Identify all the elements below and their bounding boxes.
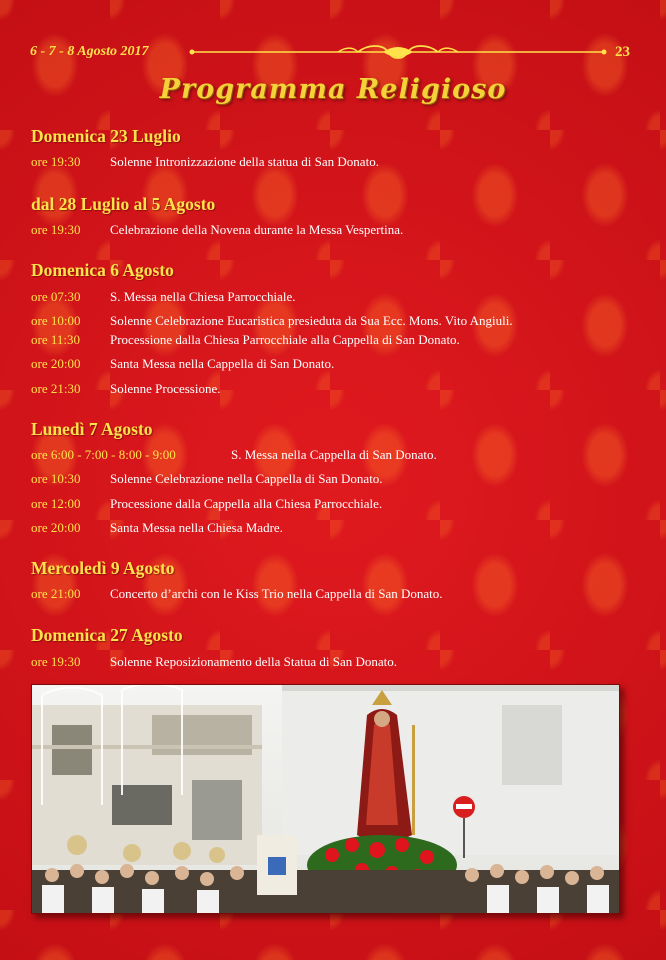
event-description: Solenne Celebrazione Eucaristica presieduta da Sua Ecc. Mons. Vito Angiuli.	[110, 313, 513, 328]
event-description: Processione dalla Cappella alla Chiesa Parrocchiale.	[110, 496, 383, 511]
event-description: Santa Messa nella Chiesa Madre.	[110, 520, 283, 535]
day-heading: Domenica 27 Agosto	[31, 625, 183, 645]
event-time: ore 6:00 - 7:00 - 8:00 - 9:00	[31, 447, 176, 462]
event-time: ore 20:00	[31, 520, 81, 535]
event-description: Processione dalla Chiesa Parrocchiale alla Cappella di San Donato.	[110, 332, 460, 347]
day-heading: Domenica 23 Luglio	[31, 126, 181, 146]
event-description: Concerto d’archi con le Kiss Trio nella Cappella di San Donato.	[110, 586, 443, 601]
header-row	[30, 44, 630, 64]
page-number: 23	[615, 44, 630, 60]
event-time: ore 20:00	[31, 356, 81, 371]
event-description: Solenne Intronizzazione della statua di San Donato.	[110, 154, 379, 169]
event-description: Solenne Celebrazione nella Cappella di San Donato.	[110, 471, 383, 486]
event-time: ore 10:30	[31, 471, 81, 486]
event-description: Santa Messa nella Cappella di San Donato.	[110, 356, 335, 371]
event-description: Celebrazione della Novena durante la Messa Vespertina.	[110, 222, 404, 237]
event-time: ore 19:30	[31, 654, 81, 669]
day-heading: Mercoledì 9 Agosto	[31, 558, 175, 578]
event-time: ore 19:30	[31, 154, 81, 169]
event-time: ore 07:30	[31, 289, 81, 304]
event-description: S. Messa nella Chiesa Parrocchiale.	[110, 289, 296, 304]
event-description: Solenne Reposizionamento della Statua di San Donato.	[110, 654, 398, 669]
procession-photo	[31, 684, 620, 914]
event-time: ore 10:00	[31, 313, 81, 328]
event-description: Solenne Processione.	[110, 381, 221, 396]
day-heading: Domenica 6 Agosto	[31, 260, 174, 280]
event-time: ore 19:30	[31, 222, 81, 237]
header-date: 6 - 7 - 8 Agosto 2017	[30, 44, 149, 59]
event-time: ore 12:00	[31, 496, 81, 511]
day-heading: dal 28 Luglio al 5 Agosto	[31, 194, 216, 214]
event-time: ore 21:30	[31, 381, 81, 396]
event-time: ore 11:30	[31, 332, 80, 347]
page-title: Programma Religioso	[159, 74, 507, 105]
day-heading: Lunedì 7 Agosto	[31, 419, 153, 439]
ornament-flourish-icon	[188, 44, 608, 64]
event-time: ore 21:00	[31, 586, 81, 601]
event-description: S. Messa nella Cappella di San Donato.	[231, 447, 437, 462]
